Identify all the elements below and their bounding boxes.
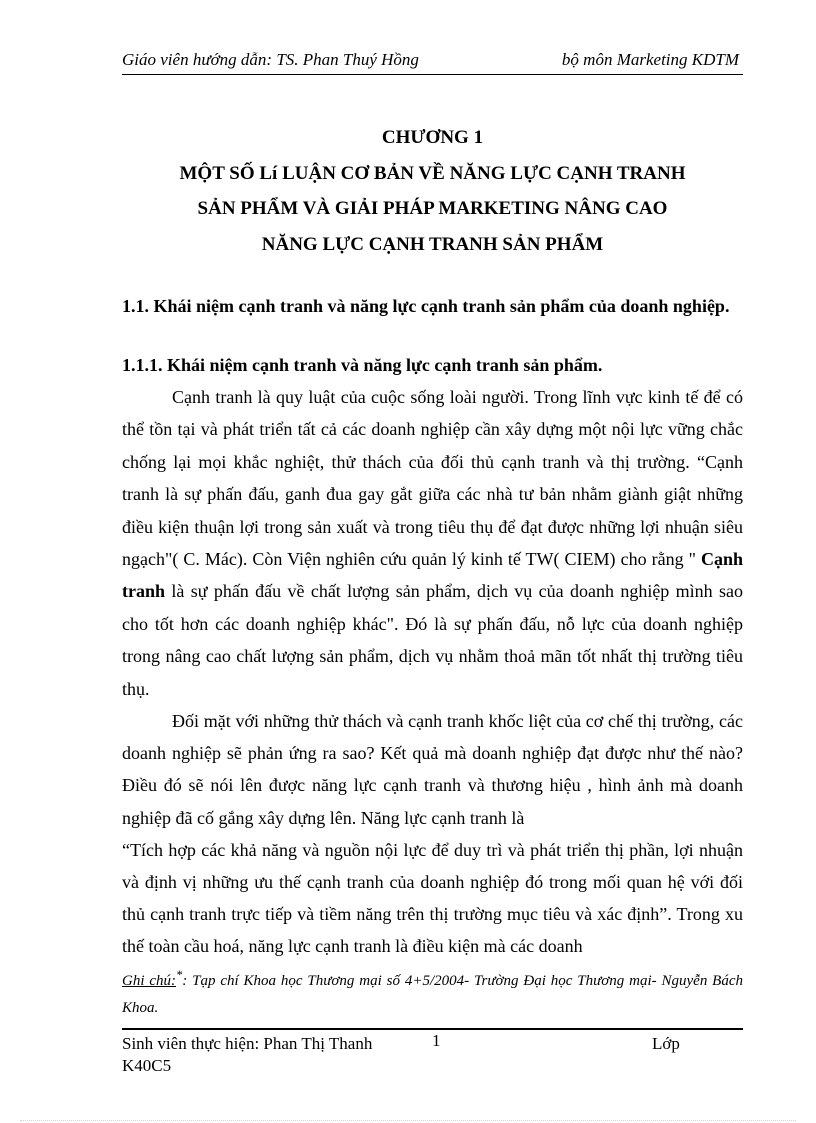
para2-text-b: “Tích hợp các khả năng và nguồn nội lực để duy trì và phát triển thị phần, lợi nhuận và định vị những ưu thế cạnh tranh của doanh nghiệp đó trong mối quan hệ với đối thủ cạnh tranh trực tiếp và tiềm năng trên thị trường mục tiêu và xác định”. Trong xu thế toàn cầu hoá, năng lực cạnh tranh là điều kiện mà các doanh (122, 839, 743, 957)
para2-text-a: Đối mặt với những thử thách và cạnh tranh khốc liệt của cơ chế thị trường, các doanh nghiệp sẽ phản ứng ra sao? Kết quả mà doanh nghiệp đạt được như thế nào? Điều đó sẽ nói lên được năng lực cạnh tranh và thương hiệu , hình ảnh mà doanh nghiệp đã cố gắng xây dựng lên. Năng lực cạnh tranh là (122, 711, 743, 828)
footer-rule (122, 1028, 743, 1030)
page-number: 1 (432, 1031, 441, 1050)
chapter-title-line-2: SẢN PHẨM VÀ GIẢI PHÁP MARKETING NÂNG CAO (197, 198, 668, 219)
footnote-label: Ghi chú: (122, 973, 177, 989)
para1-text-b: là sự phấn đấu về chất lượng sản phẩm, dịch vụ của doanh nghiệp mình sao cho tốt hơn các doanh nghiệp khác". Đó là sự phấn đấu, nỗ lực của doanh nghiệp trong nâng cao chất lượng sản phẩm, dịch vụ nhằm thoả mãn tốt nhất thị trường tiêu thụ. (122, 581, 743, 699)
section-heading-1-1-1: 1.1.1. Khái niệm cạnh tranh và năng lực cạnh tranh sản phẩm. (122, 355, 603, 375)
footnote (122, 962, 743, 1022)
para1-text-a: Cạnh tranh là quy luật của cuộc sống loài người. Trong lĩnh vực kinh tế để có thể tồn tại và phát triển tất cả các doanh nghiệp cần xây dựng một nội lực vững chắc chống lại mọi khắc nghiệt, thử thách của đối thủ cạnh tranh và thị trường. “Cạnh tranh là sự phấn đấu, ganh đua gay gắt giữa các nhà tư bản nhằm giành giật những điều kiện thuận lợi trong sản xuất và trong tiêu thụ để đạt được những lợi nhuận siêu ngạch"( C. Mác). Còn Viện nghiên cứu quản lý kinh tế TW( CIEM) cho rằng " (122, 387, 743, 570)
page-header (122, 48, 743, 75)
footer-student: Sinh viên thực hiện: Phan Thị Thanh (122, 1034, 373, 1053)
chapter-title-line-3: NĂNG LỰC CẠNH TRANH SẢN PHẨM (261, 233, 604, 255)
footer-class-code: K40C5 (122, 1056, 172, 1075)
chapter-title-line-1: MỘT SỐ Lí LUẬN CƠ BẢN VỀ NĂNG LỰC CẠNH TRANH (179, 162, 686, 184)
body-paragraph-2 (122, 705, 743, 963)
header-advisor: Giáo viên hướng dẫn: TS. Phan Thuý Hồng (122, 50, 419, 69)
footnote-text: : Tạp chí Khoa học Thương mại số 4+5/2004- Trường Đại học Thương mại- Nguyễn Bách Khoa. (122, 973, 743, 1016)
footnote-marker: * (176, 968, 183, 982)
body-paragraph-1 (122, 381, 743, 705)
header-department: bộ môn Marketing KDTM (561, 50, 739, 69)
section-heading-1-1: 1.1. Khái niệm cạnh tranh và năng lực cạnh tranh sản phẩm của doanh nghiệp. (122, 296, 730, 316)
footer-class-label: Lớp (652, 1034, 680, 1053)
chapter-number: CHƯƠNG 1 (381, 127, 484, 148)
chapter-title (122, 120, 743, 262)
para1-bold-term: Cạnh tranh (122, 549, 743, 602)
page-bottom-dotted-border (20, 1120, 796, 1121)
